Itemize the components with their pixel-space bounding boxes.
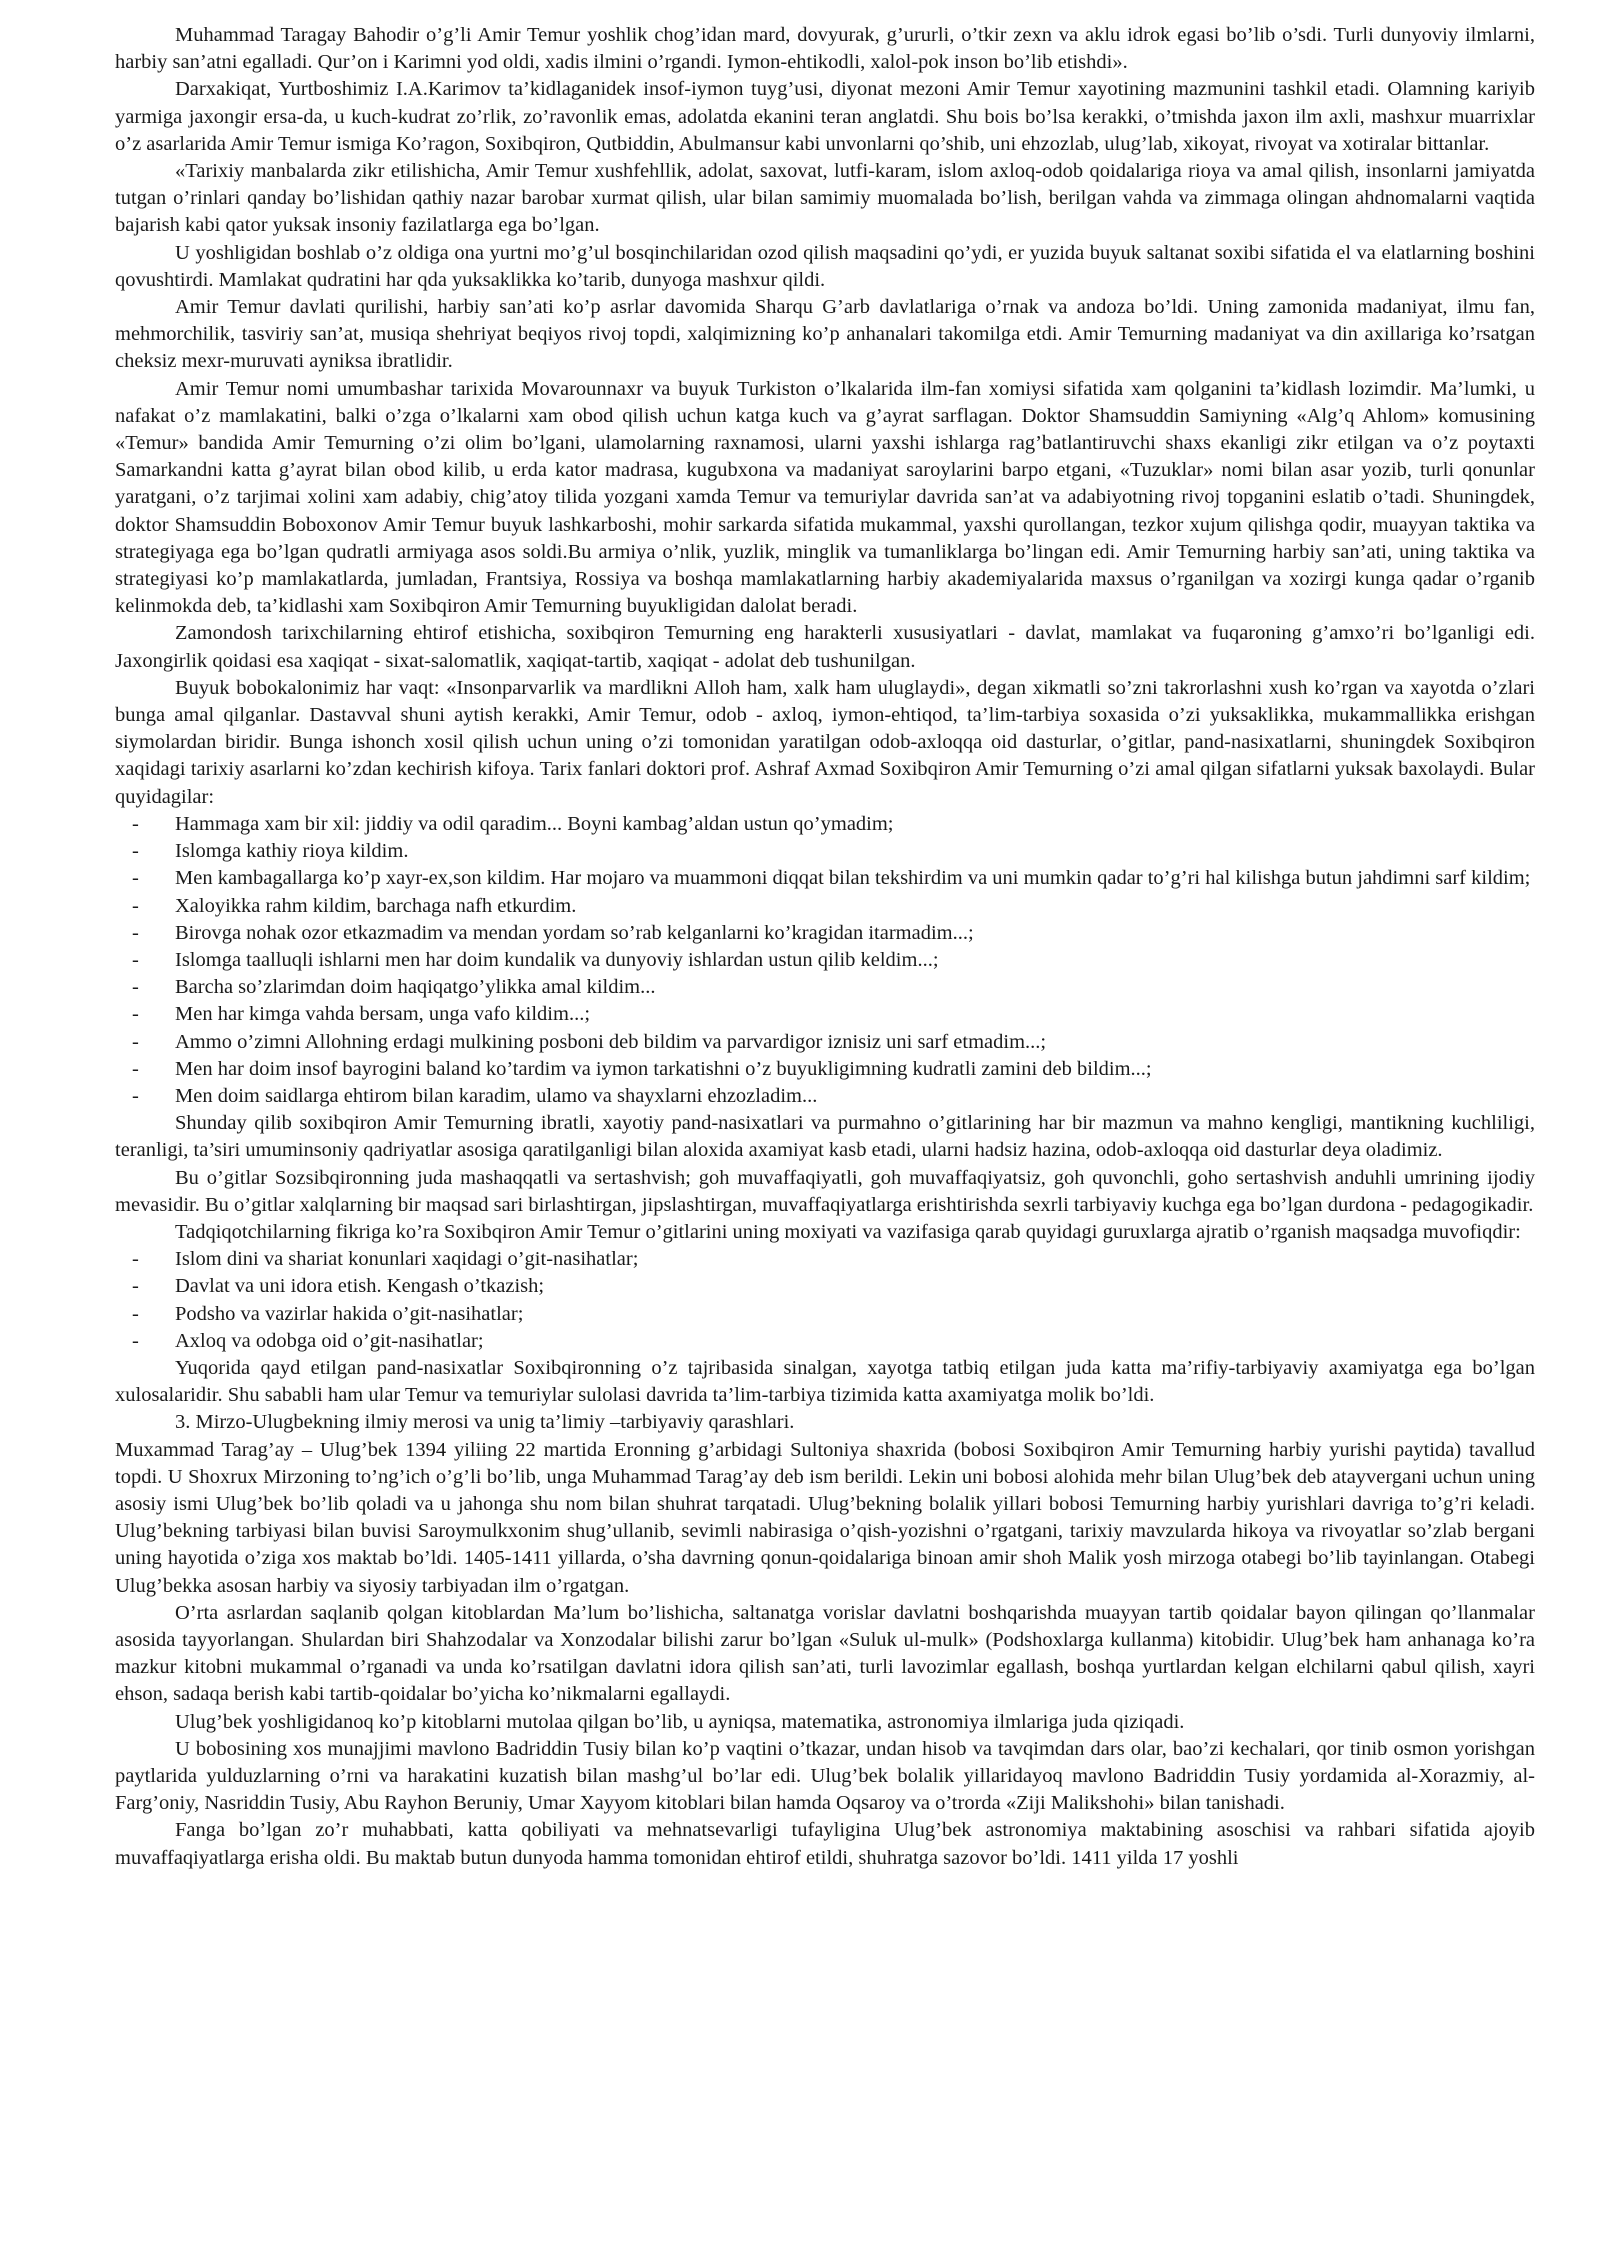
list-item: - Xaloyikka rahm kildim, barchaga nafh etkurdim. bbox=[175, 893, 1535, 920]
list-item: - Men doim saidlarga ehtirom bilan karadim, ulamo va shayxlarni ehzozladim... bbox=[175, 1083, 1535, 1110]
list-item: - Islomga taalluqli ishlarni men har doim kundalik va dunyoviy ishlardan ustun qilib keldim...; bbox=[175, 947, 1535, 974]
paragraph: Fanga bo’lgan zo’r muhabbati, katta qobiliyati va mehnatsevarligi tufayligina Ulug’bek astronomiya maktabining asoschisi va rahbari sifatida ajoyib muvaffaqiyatlarga erisha oldi. Bu maktab butun dunyoda hamma tomonidan ehtirof etildi, shuhratga sazovor bo’ldi. 1411 yilda 17 yoshli bbox=[115, 1819, 1535, 1869]
list-item: - Islom dini va shariat konunlari xaqidagi o’git-nasihatlar; bbox=[175, 1246, 1535, 1273]
paragraph: Zamondosh tarixchilarning ehtirof etishicha, soxibqiron Temurning eng harakterli xususiyatlari - davlat, mamlakat va fuqaroning g’amxo’ri bo’lganligi edi. Jaxongirlik qoidasi esa xaqiqat - sixat-salomatlik, xaqiqat-tartib, xaqiqat - adolat deb tushunilgan. bbox=[115, 622, 1535, 672]
list-item: - Birovga nohak ozor etkazmadim va mendan yordam so’rab kelganlarni ko’kragidan itarmadim...; bbox=[175, 920, 1535, 947]
list-item: - Men har kimga vahda bersam, unga vafo kildim...; bbox=[175, 1001, 1535, 1028]
paragraph: U yoshligidan boshlab o’z oldiga ona yurtni mo’g’ul bosqinchilaridan ozod qilish maqsadini qo’ydi, er yuzida buyuk saltanat soxibi sifatida el va elatlarning boshini qovushtirdi. Mamlakat qudratini har qda yuksaklikka ko’tarib, dunyoga mashxur qildi. bbox=[115, 241, 1535, 291]
section-heading: 3. Mirzo-Ulugbekning ilmiy merosi va unig ta’limiy –tarbiyaviy qarashlari. bbox=[175, 1411, 795, 1434]
paragraph: Amir Temur davlati qurilishi, harbiy san’ati ko’p asrlar davomida Sharqu G’arb davlatlariga o’rnak va andoza bo’ldi. Uning zamonida madaniyat, ilmu fan, mehmorchilik, tasviriy san’at, musiqa shehriyat beqiyos rivoj topdi, xalqimizning ko’p anhanalari takomilga etdi. Amir Temurning madaniyat va din axillariga ko’rsatgan cheksiz mexr-muruvati ayniksa ibratlidir. bbox=[115, 296, 1535, 373]
paragraph: Yuqorida qayd etilgan pand-nasixatlar Soxibqironning o’z tajribasida sinalgan, xayotga tatbiq etilgan juda katta ma’rifiy-tarbiyaviy axamiyatga ega bo’lgan xulosalaridir. Shu sababli ham ular Temur va temuriylar sulolasi davrida ta’lim-tarbiya tizimida katta axamiyatga molik bo’ldi. bbox=[115, 1356, 1535, 1407]
list-item: - Ammo o’zimni Allohning erdagi mulkining posboni deb bildim va parvardigor iznisiz uni sarf etmadim...; bbox=[175, 1029, 1535, 1056]
paragraph: Shunday qilib soxibqiron Amir Temurning ibratli, xayotiy pand-nasixatlari va purmahno o’gitlarining har bir mazmun va mahno kengligi, mantikning kuchliligi, teranligi, ta’siri umuminsoniy qadriyatlar asosiga qaratilganligi bilan aloxida axamiyat kasb etadi, ularni hadsiz hazina, odob-axloqqa oid dasturlar deya oladimiz. bbox=[115, 1112, 1535, 1162]
paragraph: Bu o’gitlar Sozsibqironning juda mashaqqatli va sertashvish; goh muvaffaqiyatli, goh muvaffaqiyatsiz, goh quvonchli, goho sertashvish anduhli umrining ijodiy mevasidir. Bu o’gitlar xalqlarning bir maqsad sari birlashtirgan, jipslashtirgan, muvaffaqiyatlarga erishtirishda sexrli tarbiyaviy kuchga ega bo’lgan durdona - pedagogikadir. bbox=[115, 1166, 1535, 1216]
paragraph: Darxakiqat, Yurtboshimiz I.A.Karimov ta’kidlaganidek insof-iymon tuyg’usi, diyonat mezoni Amir Temur xayotining mazmunini tashkil etadi. Olamning kariyib yarmiga jaxongir ersa-da, u kuch-kudrat zo’rlik, zo’ravonlik emas, adolatda ekanini teran anglatdi. Shu bois bo’lsa kerakki, o’tmishda jaxon ilm axli, mashxur muarrixlar o’z asarlarida Amir Temur ismiga Ko’ragon, Soxibqiron, Qutbiddin, Abulmansur kabi unvonlarni qo’shib, uni ehzozlab, ulug’lab, xikoyat, rivoyat va xotiralar bittanlar. bbox=[115, 78, 1535, 155]
paragraph: Muhammad Taragay Bahodir o’g’li Amir Temur yoshlik chog’idan mard, dovyurak, g’ururli, o’tkir zexn va aklu idrok egasi bo’lib o’sdi. Turli dunyoviy ilmlarni, harbiy san’atni egalladi. Qur’on i Karimni yod oldi, xadis ilmini o’rgandi. Iymon-ehtikodli, xalol-pok inson bo’lib etishdi». bbox=[115, 24, 1535, 74]
paragraph: Buyuk bobokalonimiz har vaqt: «Insonparvarlik va mardlikni Alloh ham, xalk ham uluglaydi», degan xikmatli so’zni takrorlashni xush ko’rgan va xayotda o’zlari bunga amal qilganlar. Dastavval shuni aytish kerakki, Amir Temur, odob - axloq, iymon-ehtiqod, ta’lim-tarbiya soxasida o’zi yuksaklikka, mukammallikka erishgan siymolardan biridir. Bunga ishonch xosil qilish uchun uning o’zi tomonidan yaratilgan odob-axloqqa oid dasturlar, o’gitlar, pand-nasixatlarni, shuningdek Soxibqiron xaqidagi tarixiy asarlarni ko’zdan kechirish kifoya. Tarix fanlari doktori prof. Ashraf Axmad Soxibqiron Amir Temurning o’zi amal qilgan sifatlarni yuksak baxolaydi. Bular quyidagilar: bbox=[115, 676, 1535, 808]
paragraph: O’rta asrlardan saqlanib qolgan kitoblardan Ma’lum bo’lishicha, saltanatga vorislar davlatni boshqarishda muayyan tartib qoidalar bayon qilingan qo’llanmalar asosida tayyorlangan. Shulardan biri Shahzodalar va Xonzodalar bilishi zarur bo’lgan «Suluk ul-mulk» (Podshoxlarga kullanma) kitobidir. Ulug’bek ham anhanaga ko’ra mazkur kitobni mukammal o’rganadi va unda ko’rsatilgan davlatni idora qilish san’ati, turli lavozimlar egallash, boshqa yurtlardan kelgan elchilarni qabul qilish, xayri ehson, sadaqa berish kabi tartib-qoidalar bo’yicha ko’nikmalarni egallaydi. bbox=[115, 1601, 1535, 1706]
list-item: - Men kambagallarga ko’p xayr-ex,son kildim. Har mojaro va muammoni diqqat bilan tekshirdim va uni mumkin qadar to’g’ri hal kilishga butun jahdimni sarf kildim; bbox=[175, 865, 1535, 892]
list-item: - Men har doim insof bayrogini baland ko’tardim va iymon tarkatishni o’z buyukligimning kudratli zamini deb bildim...; bbox=[175, 1056, 1535, 1083]
paragraph: Ulug’bek yoshligidanoq ko’p kitoblarni mutolaa qilgan bo’lib, u ayniqsa, matematika, astronomiya ilmlariga juda qiziqadi. bbox=[175, 1710, 1185, 1733]
paragraph: Amir Temur nomi umumbashar tarixida Movarounnaxr va buyuk Turkiston o’lkalarida ilm-fan xomiysi sifatida xam qolganini ta’kidlash lozimdir. Ma’lumki, u nafakat o’z mamlakatini, balki o’zga o’lkalarni xam obod qilish uchun katga kuch va g’ayrat sarflagan. Doktor Shamsuddin Samiyning «Alg’q Ahlom» komusining «Temur» bandida Amir Temurning o’zi olim bo’lgani, ulamolarning raxnamosi, ularni yaxshi ishlarga rag’batlantiruvchi shaxs ekanligi zikr etilgan va o’z poytaxti Samarkandni katta g’ayrat bilan obod kilib, u erda kator madrasa, kugubxona va madaniyat saroylarini barpo etgani, «Tuzuklar» nomi bilan asar yozib, turli qonunlar yaratgani, o’z tarjimai xolini xam adabiy, chig’atoy tilida yozgani xamda Temur va temuriylar davrida san’at va adabiyotning rivoj topganini eslatib o’tadi. Shuningdek, doktor Shamsuddin Boboxonov Amir Temur buyuk lashkarboshi, mohir sarkarda sifatida mukammal, yaxshi qurollangan, tezkor xujum qilishga qodir, muayyan taktika va strategiyaga ega bo’lgan qudratli armiyaga asos soldi.Bu armiya o’nlik, yuzlik, minglik va tumanliklarga bo’lingan edi. Amir Temurning harbiy san’ati, uning taktika va strategiyasi ko’p mamlakatlarda, jumladan, Frantsiya, Rossiya va boshqa mamlakatlarning harbiy akademiyalarida maxsus o’rganilgan va xozirgi kunga qadar o’rganib kelinmokda deb, ta’kidlashi xam Soxibqiron Amir Temurning buyukligidan dalolat beradi. bbox=[115, 377, 1535, 618]
list-item: - Davlat va uni idora etish. Kengash o’tkazish; bbox=[175, 1273, 1535, 1300]
list-item: - Axloq va odobga oid o’git-nasihatlar; bbox=[175, 1328, 1535, 1355]
paragraph: Muxammad Tarag’ay – Ulug’bek 1394 yiliing 22 martida Eronning g’arbidagi Sultoniya shaxrida (bobosi Soxibqiron Amir Temurning harbiy yurishi paytida) tavallud topdi. U Shoxrux Mirzoning to’ng’ich o’g’li bo’lib, unga Muhammad Tarag’ay deb ism berildi. Lekin uni bobosi alohida mehr bilan Ulug’bek deb atayvergani uchun uning asosiy ismi Ulug’bek bo’lib qoladi va u jahonga shu nom bilan shuhrat tarqatadi. Ulug’bekning bolalik yillari bobosi Temurning harbiy yurishlari davriga to’g’ri keladi. Ulug’bekning tarbiyasi bilan buvisi Saroymulkxonim shug’ullanib, sevimli nabirasiga o’qish-yozishni o’rgatgani, tarixiy mavzularda hikoya va rivoyatlar so’zlab bergani uning hayotida o’ziga xos maktab bo’ldi. 1405-1411 yillarda, o’sha davrning qonun-qoidalariga binoan amir shoh Malik yosh mirzoga otabegi bo’lib tayinlangan. Otabegi Ulug’bekka asosan harbiy va siyosiy tarbiyadan ilm o’rgatgan. bbox=[115, 1438, 1535, 1597]
paragraph: «Tarixiy manbalarda zikr etilishicha, Amir Temur xushfehllik, adolat, saxovat, lutfi-karam, islom axloq-odob qoidalariga rioya va amal qilish, insonlarni jamiyatda tutgan o’rinlari qanday bo’lishidan qathiy nazar barobar xurmat qilish, ular bilan samimiy muomalada bo’lish, berilgan vahda va zimmaga olingan ahdnomalarni vaqtida bajarish kabi qator yuksak insoniy fazilatlarga ega bo’lgan. bbox=[115, 160, 1535, 237]
qualities-list bbox=[115, 811, 1535, 1110]
list-item: - Barcha so’zlarimdan doim haqiqatgo’ylikka amal kildim... bbox=[175, 974, 1535, 1001]
list-item: - Podsho va vazirlar hakida o’git-nasihatlar; bbox=[175, 1301, 1535, 1328]
list-item: - Hammaga xam bir xil: jiddiy va odil qaradim... Boyni kambag’aldan ustun qo’ymadim; bbox=[175, 811, 1535, 838]
paragraph: U bobosining xos munajjimi mavlono Badriddin Tusiy bilan ko’p vaqtini o’tkazar, undan hisob va tavqimdan dars olar, bao’zi kechalari, qor tinib osmon yorishgan paytlarida yulduzlarning o’rni va harakatini kuzatish bilan mashg’ul bo’lar edi. Ulug’bek bolalik yillaridayoq mavlono Badriddin Tusiy yordamida al-Xorazmiy, al-Farg’oniy, Nasriddin Tusiy, Abu Rayhon Beruniy, Umar Xayyom kitoblari bilan hamda Oqsaroy va o’trorda «Ziji Malikshohi» bilan tanishadi. bbox=[115, 1737, 1535, 1815]
advice-groups-list bbox=[115, 1246, 1535, 1355]
list-item: - Islomga kathiy rioya kildim. bbox=[175, 838, 1535, 865]
paragraph: Tadqiqotchilarning fikriga ko’ra Soxibqiron Amir Temur o’gitlarini uning moxiyati va vazifasiga qarab quyidagi guruxlarga ajratib o’rganish maqsadga muvofiqdir: bbox=[175, 1220, 1521, 1243]
